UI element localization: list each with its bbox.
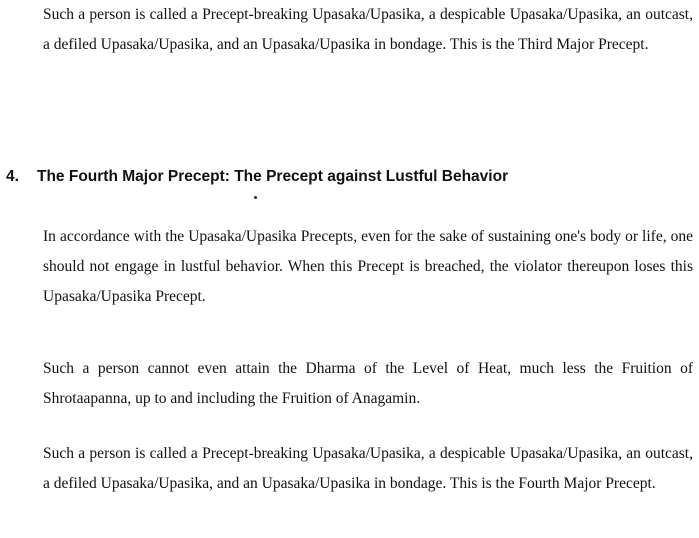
paragraph-fourth-precept-conclusion: Such a person is called a Precept-breaking Upasaka/Upasika, a despicable Upasaka/Upasika, an outcast, a defiled Upasaka/Upasika, and an Upasaka/Upasika in bondage. This is the Fourth Major Precept. <box>43 445 693 492</box>
section-number: 4. <box>6 168 19 185</box>
scan-speck <box>254 196 257 199</box>
paragraph-third-precept-conclusion: Such a person is called a Precept-breaking Upasaka/Upasika, a despicable Upasaka/Upasika, an outcast, a defiled Upasaka/Upasika, and an Upasaka/Upasika in bondage. This is the Third Major Precept. <box>43 6 693 53</box>
section-title: The Fourth Major Precept: The Precept against Lustful Behavior <box>37 168 509 185</box>
paragraph-fourth-precept-consequence: Such a person cannot even attain the Dharma of the Level of Heat, much less the Fruition of Shrotaapanna, up to and including the Fruition of Anagamin. <box>43 360 693 407</box>
section-heading-fourth-precept <box>6 164 696 190</box>
paragraph-fourth-precept-rule: In accordance with the Upasaka/Upasika Precepts, even for the sake of sustaining one's body or life, one should not engage in lustful behavior. When this Precept is breached, the violator thereupon loses this Upasaka/Upasika Precept. <box>43 228 693 305</box>
